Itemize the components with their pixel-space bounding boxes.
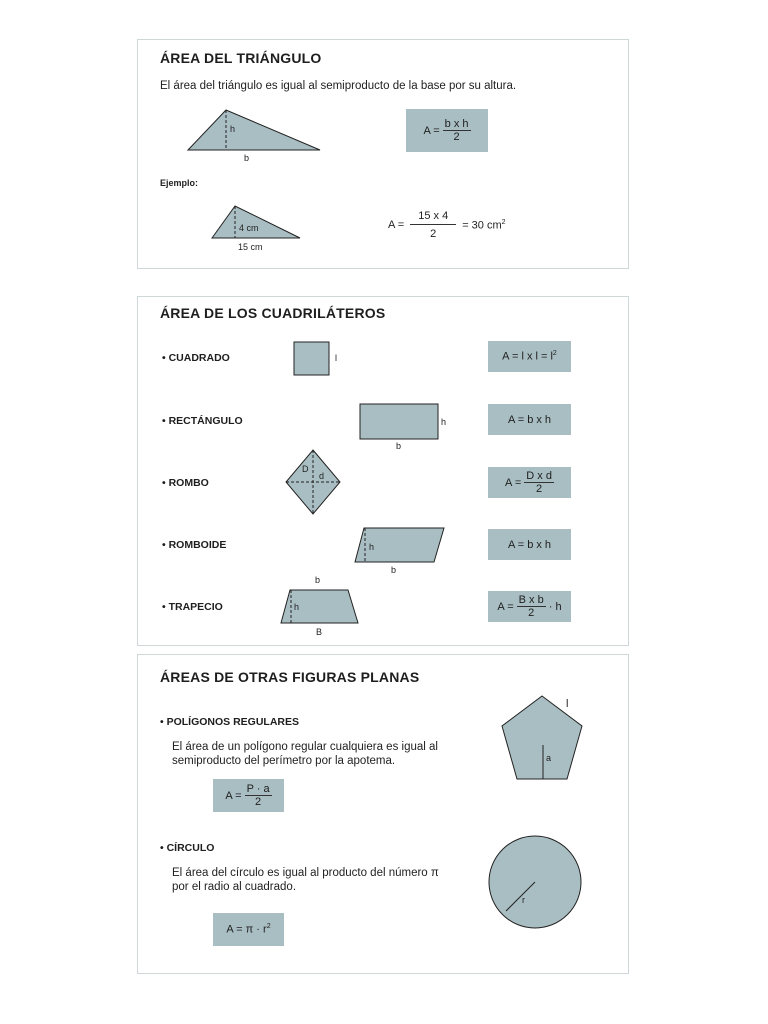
trapezoid-label: • TRAPECIO [162, 601, 223, 613]
trapezoid-formula [488, 591, 571, 622]
rhomboid-base-label: b [391, 565, 397, 575]
rectangle-formula [488, 404, 571, 435]
triangle-figure [186, 108, 326, 154]
square-formula [488, 341, 571, 372]
triangle-formula-denominator: 2 [453, 131, 460, 143]
trapezoid-formula-denominator: 2 [528, 607, 535, 619]
square-formula-exponent: 2 [552, 350, 557, 358]
rhomboid-formula [488, 529, 571, 560]
rhomboid-label: • ROMBOIDE [162, 539, 227, 551]
rhomboid-height-label: h [369, 542, 375, 552]
triangle-formula-numerator: b x h [444, 117, 469, 130]
quadrilaterals-title: ÁREA DE LOS CUADRILÁTEROS [160, 305, 386, 321]
example-formula-result [462, 219, 505, 232]
rectangle-base-label: b [396, 441, 402, 451]
rhombus-diagonal-D: D [302, 464, 309, 474]
example-triangle-figure [210, 204, 302, 240]
pentagon-figure [500, 695, 584, 781]
example-formula-left: A = [388, 219, 405, 232]
circle-description-line1: El área del círculo es igual al producto del número π [172, 867, 439, 879]
rhombus-formula [488, 467, 571, 498]
circle-figure [488, 835, 584, 931]
other-figures-panel [137, 654, 629, 974]
trapezoid-top-label: b [315, 575, 321, 585]
triangle-panel [137, 39, 629, 269]
polygon-formula-denominator: 2 [255, 796, 262, 808]
polygon-formula-left: A = [225, 789, 242, 802]
polygon-description-line2: semiproducto del perímetro por la apotema. [172, 755, 396, 767]
polygon-formula-numerator: P · a [246, 782, 270, 795]
trapezoid-formula-right: · h [548, 600, 562, 613]
polygon-label: • POLÍGONOS REGULARES [160, 716, 300, 728]
example-formula [388, 210, 506, 240]
example-result-text: = 30 cm [462, 219, 502, 232]
circle-formula [213, 913, 284, 946]
rectangle-formula-text: A = b x h [507, 413, 552, 426]
pentagon-side-label: l [566, 698, 569, 710]
polygon-formula-fraction [245, 783, 272, 808]
trapezoid-formula-fraction [517, 594, 546, 619]
rhombus-figure [284, 449, 342, 515]
trapezoid-figure [280, 589, 360, 624]
trapezoid-formula-numerator: B x b [518, 593, 544, 606]
triangle-label-b: b [244, 153, 250, 163]
example-result-exponent: 2 [501, 218, 506, 226]
circle-formula-exponent: 2 [266, 923, 271, 931]
example-formula-denominator: 2 [430, 228, 437, 241]
triangle-formula-left: A = [423, 124, 440, 137]
rhombus-formula-denominator: 2 [536, 483, 543, 495]
rhombus-formula-fraction [524, 470, 554, 495]
rhombus-label: • ROMBO [162, 477, 209, 489]
triangle-title: ÁREA DEL TRIÁNGULO [160, 50, 322, 66]
triangle-description: El área del triángulo es igual al semiproducto de la base por su altura. [160, 80, 517, 92]
trapezoid-height-label: h [294, 602, 300, 612]
rectangle-figure [359, 403, 439, 439]
other-figures-title: ÁREAS DE OTRAS FIGURAS PLANAS [160, 669, 420, 685]
polygon-description-line1: El área de un polígono regular cualquiera es igual al [172, 741, 438, 753]
example-label: Ejemplo: [160, 178, 199, 188]
rhombus-formula-left: A = [505, 476, 522, 489]
triangle-formula-fraction [443, 118, 471, 143]
example-height-label: 4 cm [239, 223, 259, 233]
rhombus-diagonal-d: d [319, 471, 325, 481]
trapezoid-bottom-label: B [316, 627, 323, 637]
quadrilaterals-panel [137, 296, 629, 646]
rectangle-height-label: h [441, 417, 447, 427]
example-base-label: 15 cm [238, 242, 263, 252]
square-figure [293, 341, 333, 377]
rhombus-formula-numerator: D x d [526, 469, 552, 482]
pentagon-apothem-label: a [546, 753, 552, 763]
square-side-label: l [335, 353, 337, 363]
square-formula-text: A = l x l = l [502, 350, 553, 363]
rectangle-label: • RECTÁNGULO [162, 415, 243, 427]
square-label: • CUADRADO [162, 352, 230, 364]
trapezoid-formula-left: A = [497, 600, 514, 613]
circle-radius-label: r [522, 895, 525, 905]
circle-label: • CÍRCULO [160, 842, 215, 854]
rhomboid-figure [354, 527, 446, 563]
circle-formula-text: A = π · r [226, 923, 267, 936]
triangle-label-h: h [230, 124, 236, 134]
triangle-formula [406, 109, 488, 152]
example-formula-numerator: 15 x 4 [410, 210, 456, 225]
polygon-formula [213, 779, 284, 812]
rhomboid-formula-text: A = b x h [507, 538, 552, 551]
circle-description-line2: por el radio al cuadrado. [172, 881, 297, 893]
example-formula-fraction [410, 210, 456, 240]
